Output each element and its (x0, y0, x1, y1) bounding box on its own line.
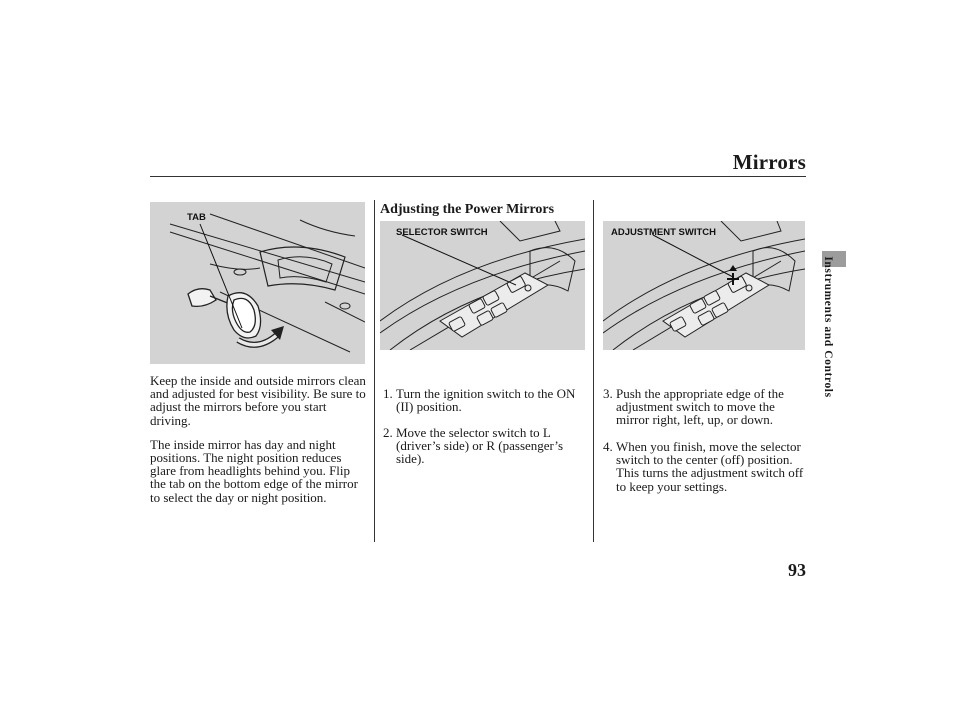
paragraph-keep-mirrors-clean: Keep the inside and outside mirrors clean and adjusted for best visibility. Be sure to adjust the mirrors before you start driving. (150, 373, 366, 428)
step-number: 3. (603, 386, 613, 401)
step-text: Turn the ignition switch to the ON (II) position. (396, 386, 576, 415)
step-text: Move the selector switch to L (driver’s side) or R (passenger’s side). (396, 425, 564, 467)
adjustment-switch-illustration (603, 221, 805, 350)
tab-callout: TAB (187, 212, 206, 223)
column-divider-right (593, 200, 594, 542)
adjustment-switch-callout: ADJUSTMENT SWITCH (611, 227, 717, 238)
column-divider-left (374, 200, 375, 542)
page-title: Mirrors (732, 150, 806, 174)
step-item (383, 387, 588, 413)
title-rule (150, 176, 806, 177)
door-panel-drawing (380, 221, 585, 350)
selector-switch-illustration (380, 221, 585, 350)
section-heading: Adjusting the Power Mirrors (380, 202, 555, 217)
page-number: 93 (788, 560, 806, 580)
step-number: 1. (383, 386, 393, 401)
step-text: When you finish, move the selector switch to the center (off) position. This turns the adjustment switch off to keep your settings. (616, 439, 804, 494)
step-item (603, 387, 806, 427)
step-item (383, 426, 578, 466)
paragraph-day-night-positions: The inside mirror has day and night positions. The night position reduces glare from headlights behind you. Flip the tab on the bottom edge of the mirror to select the day or night position. (150, 436, 358, 505)
step-number: 4. (603, 439, 613, 454)
mirror-tab-illustration (150, 202, 365, 364)
selector-switch-callout: SELECTOR SWITCH (396, 227, 488, 238)
left-column (150, 374, 368, 504)
step-text: Push the appropriate edge of the adjustment switch to move the mirror right, left, up, or down. (616, 386, 784, 428)
step-item (603, 440, 806, 493)
step-number: 2. (383, 425, 393, 440)
section-side-label: Instruments and Controls (822, 256, 834, 398)
mirror-drawing (150, 202, 365, 364)
door-panel-drawing-2 (603, 221, 805, 350)
